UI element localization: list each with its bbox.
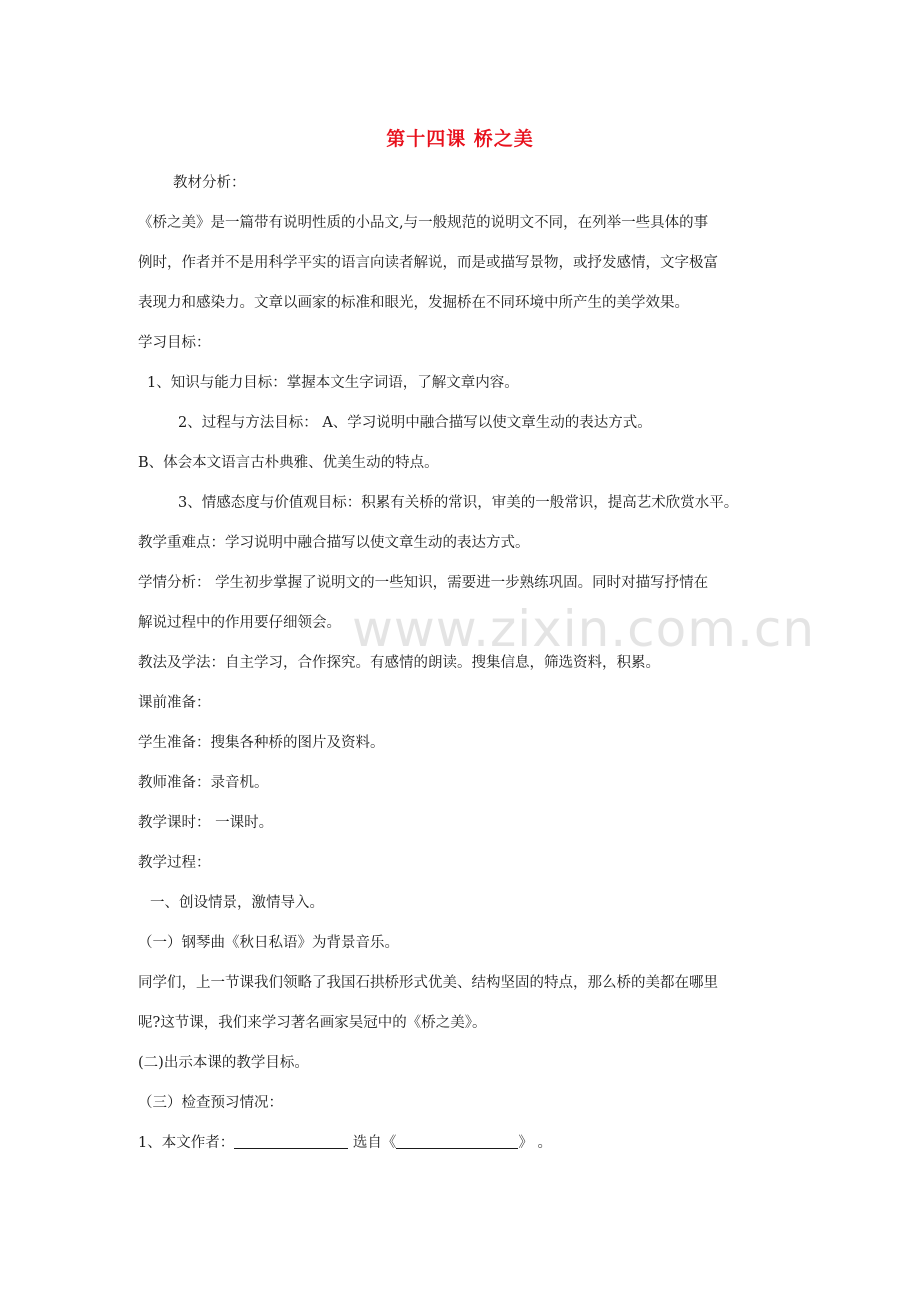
paragraph-line: 同学们，上一节课我们领略了我国石拱桥形式优美、结构坚固的特点，那么桥的美都在哪里 <box>138 975 718 991</box>
paragraph-line: 例时，作者并不是用科学平实的语言向读者解说，而是或描写景物，或抒发感情，文字极富 <box>138 255 718 271</box>
teaching-method: 教法及学法：自主学习，合作探究。有感情的朗读。搜集信息，筛选资料，积累。 <box>138 655 660 671</box>
lesson-title: 第十四课 桥之美 <box>386 128 534 150</box>
section-heading-learning-goals: 学习目标： <box>138 335 211 351</box>
author-blank <box>234 1134 348 1149</box>
goal-item-3: 3、情感态度与价值观目标：积累有关桥的常识，审美的一般常识，提高艺术欣赏水平。 <box>178 495 739 511</box>
student-analysis-line: 解说过程中的作用要仔细领会。 <box>138 615 341 631</box>
watermark: www.zixin.com.cn <box>352 600 816 658</box>
step-1-sub-2: (二)出示本课的教学目标。 <box>138 1055 309 1071</box>
fill-in-middle: 选自《 <box>348 1135 397 1151</box>
fill-in-question <box>138 1133 798 1153</box>
section-heading-teaching-process: 教学过程： <box>138 855 211 871</box>
student-analysis-line: 学情分析： 学生初步掌握了说明文的一些知识，需要进一步熟练巩固。同时对描写抒情在 <box>138 575 709 591</box>
goal-item-2: 2、过程与方法目标： A、学习说明中融合描写以使文章生动的表达方式。 <box>178 415 652 431</box>
section-heading-preparation: 课前准备： <box>138 695 211 711</box>
step-1-sub-1: （一）钢琴曲《秋日私语》为背景音乐。 <box>138 935 399 951</box>
paragraph-line: 《桥之美》是一篇带有说明性质的小品文,与一般规范的说明文不同，在列举一些具体的事 <box>138 215 709 231</box>
fill-in-prefix: 1、本文作者： <box>138 1135 235 1151</box>
step-1-sub-3: （三）检查预习情况： <box>138 1095 283 1111</box>
student-preparation: 学生准备：搜集各种桥的图片及资料。 <box>138 735 385 751</box>
step-1-heading: 一、创设情景，激情导入。 <box>150 895 324 911</box>
teacher-preparation: 教师准备：录音机。 <box>138 775 269 791</box>
class-hours: 教学课时： 一课时。 <box>138 815 274 831</box>
paragraph-line: 表现力和感染力。文章以画家的标准和眼光，发掘桥在不同环境中所产生的美学效果。 <box>138 295 689 311</box>
fill-in-suffix: 》 。 <box>518 1135 552 1151</box>
section-heading-material-analysis: 教材分析： <box>173 175 246 191</box>
key-difficulty: 教学重难点：学习说明中融合描写以使文章生动的表达方式。 <box>138 535 530 551</box>
source-blank <box>396 1134 518 1149</box>
paragraph-line: 呢?这节课，我们来学习著名画家吴冠中的《桥之美》。 <box>138 1015 487 1031</box>
goal-item-1: 1、知识与能力目标：掌握本文生字词语，了解文章内容。 <box>147 375 519 391</box>
goal-item-2b: B、体会本文语言古朴典雅、优美生动的特点。 <box>138 455 439 471</box>
